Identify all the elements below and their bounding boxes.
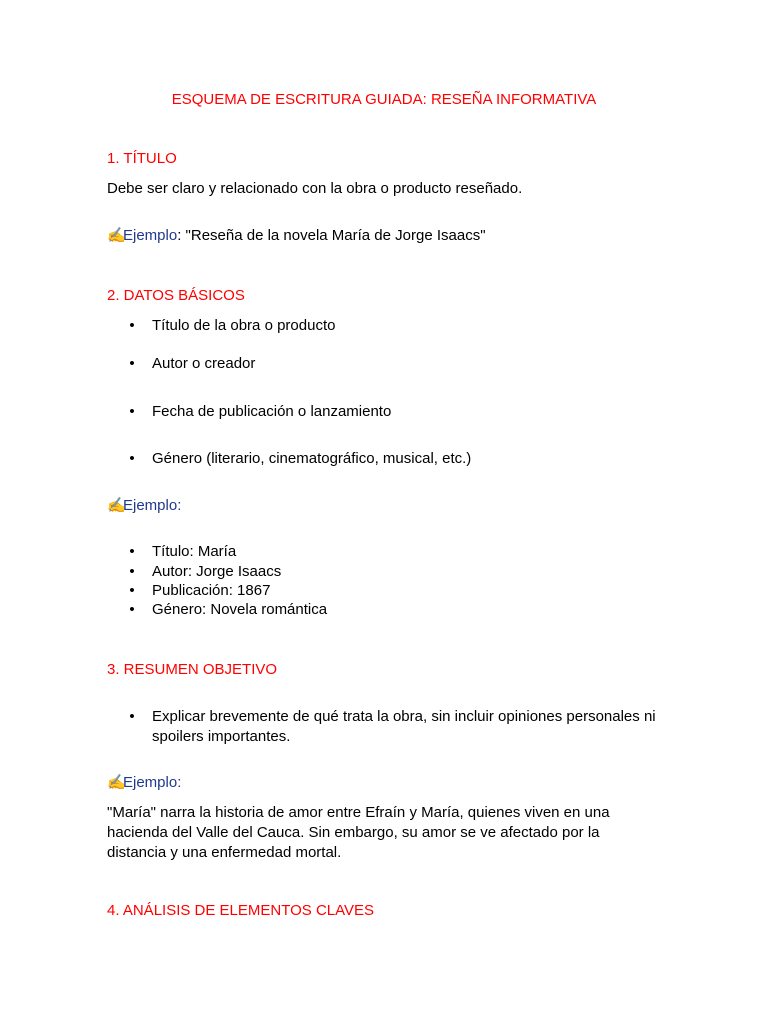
example-label: Ejemplo: [123, 497, 178, 514]
section-3-heading: 3. RESUMEN OBJETIVO: [107, 661, 278, 678]
bullet-icon: [128, 316, 136, 336]
bullet-icon: [128, 707, 136, 727]
section-3-example-text: "María" narra la historia de amor entre Efraín y María, quienes viven en una hacienda del Valle del Cauca. Sin embargo, su amor se ve afectado por la distancia y una enfermedad mortal.: [107, 804, 610, 861]
bullet-icon: [128, 449, 136, 469]
bullet-icon: [128, 542, 136, 562]
bullet-icon: [128, 581, 136, 601]
list-item: Título de la obra o producto: [152, 317, 336, 334]
example-colon: :: [177, 497, 182, 514]
section-1-example: [107, 226, 486, 246]
example-list-item: Autor: Jorge Isaacs: [152, 563, 282, 580]
section-2-example: [107, 496, 181, 516]
writing-hand-icon: ✍: [107, 497, 126, 514]
bullet-icon: [128, 402, 136, 422]
bullet-icon: [128, 600, 136, 620]
list-item: Autor o creador: [152, 355, 256, 372]
section-4-heading: 4. ANÁLISIS DE ELEMENTOS CLAVES: [107, 902, 375, 919]
section-1-heading: 1. TÍTULO: [107, 150, 177, 167]
example-list-item: Título: María: [152, 543, 237, 560]
writing-hand-icon: ✍: [107, 227, 126, 244]
section-3-example: [107, 773, 181, 793]
list-item: Género (literario, cinematográfico, musical, etc.): [152, 450, 472, 467]
document-title: ESQUEMA DE ESCRITURA GUIADA: RESEÑA INFORMATIVA: [171, 91, 597, 108]
writing-hand-icon: ✍: [107, 774, 126, 791]
list-item: Explicar brevemente de qué trata la obra, sin incluir opiniones personales ni spoilers importantes.: [152, 708, 656, 745]
example-list-item: Género: Novela romántica: [152, 601, 328, 618]
example-colon: :: [177, 774, 182, 791]
example-label: Ejemplo: [123, 227, 178, 244]
list-item: Fecha de publicación o lanzamiento: [152, 403, 392, 420]
bullet-icon: [128, 562, 136, 582]
bullet-icon: [128, 354, 136, 374]
example-label: Ejemplo: [123, 774, 178, 791]
example-text: : "Reseña de la novela María de Jorge Isaacs": [177, 227, 486, 244]
example-list-item: Publicación: 1867: [152, 582, 271, 599]
section-2-heading: 2. DATOS BÁSICOS: [107, 287, 245, 304]
section-1-text: Debe ser claro y relacionado con la obra o producto reseñado.: [107, 180, 523, 197]
